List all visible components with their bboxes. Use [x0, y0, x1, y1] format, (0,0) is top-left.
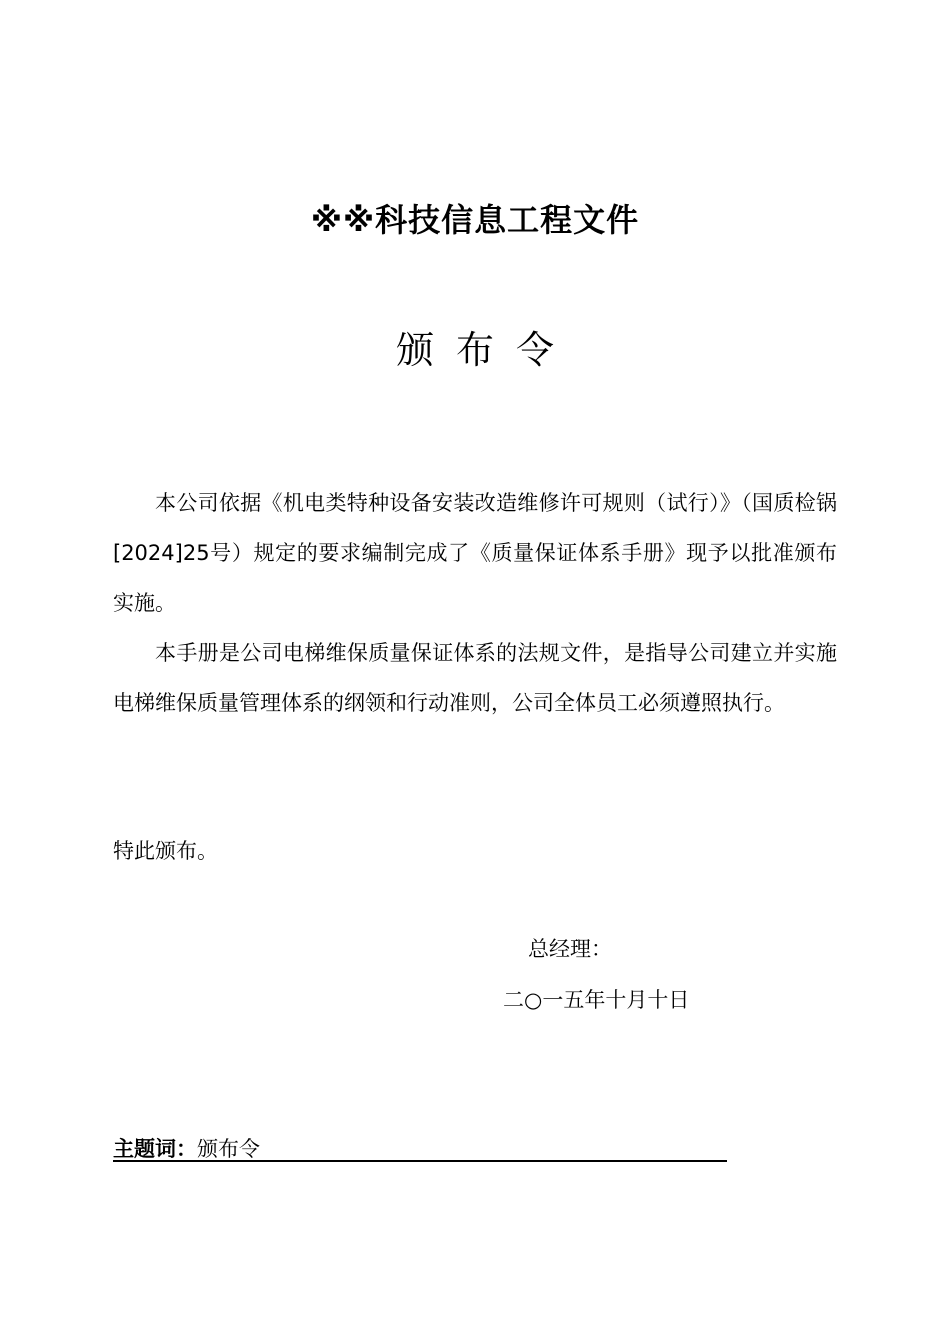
issue-date: 二○一五年十月十日 — [503, 988, 690, 1012]
organization-title: ※※科技信息工程文件 — [310, 201, 640, 239]
keywords-label: 主题词： — [113, 1137, 197, 1161]
body-paragraph-2: 本手册是公司电梯维保质量保证体系的法规文件，是指导公司建立并实施电梯维保质量管理体系的纲领和行动准则，公司全体员工必须遵照执行。 — [113, 641, 837, 715]
document-body — [113, 478, 837, 728]
keywords-line — [113, 1124, 727, 1162]
signer-label: 总经理： — [528, 937, 612, 961]
body-paragraph-1: 本公司依据《机电类特种设备安装改造维修许可规则（试行）》（国质检锅[2024]25号）规定的要求编制完成了《质量保证体系手册》现予以批准颁布实施。 — [113, 491, 837, 615]
closing-statement: 特此颁布。 — [113, 839, 218, 863]
keywords-value: 颁布令 — [197, 1137, 260, 1161]
document-title: 颁布令 — [395, 328, 576, 372]
